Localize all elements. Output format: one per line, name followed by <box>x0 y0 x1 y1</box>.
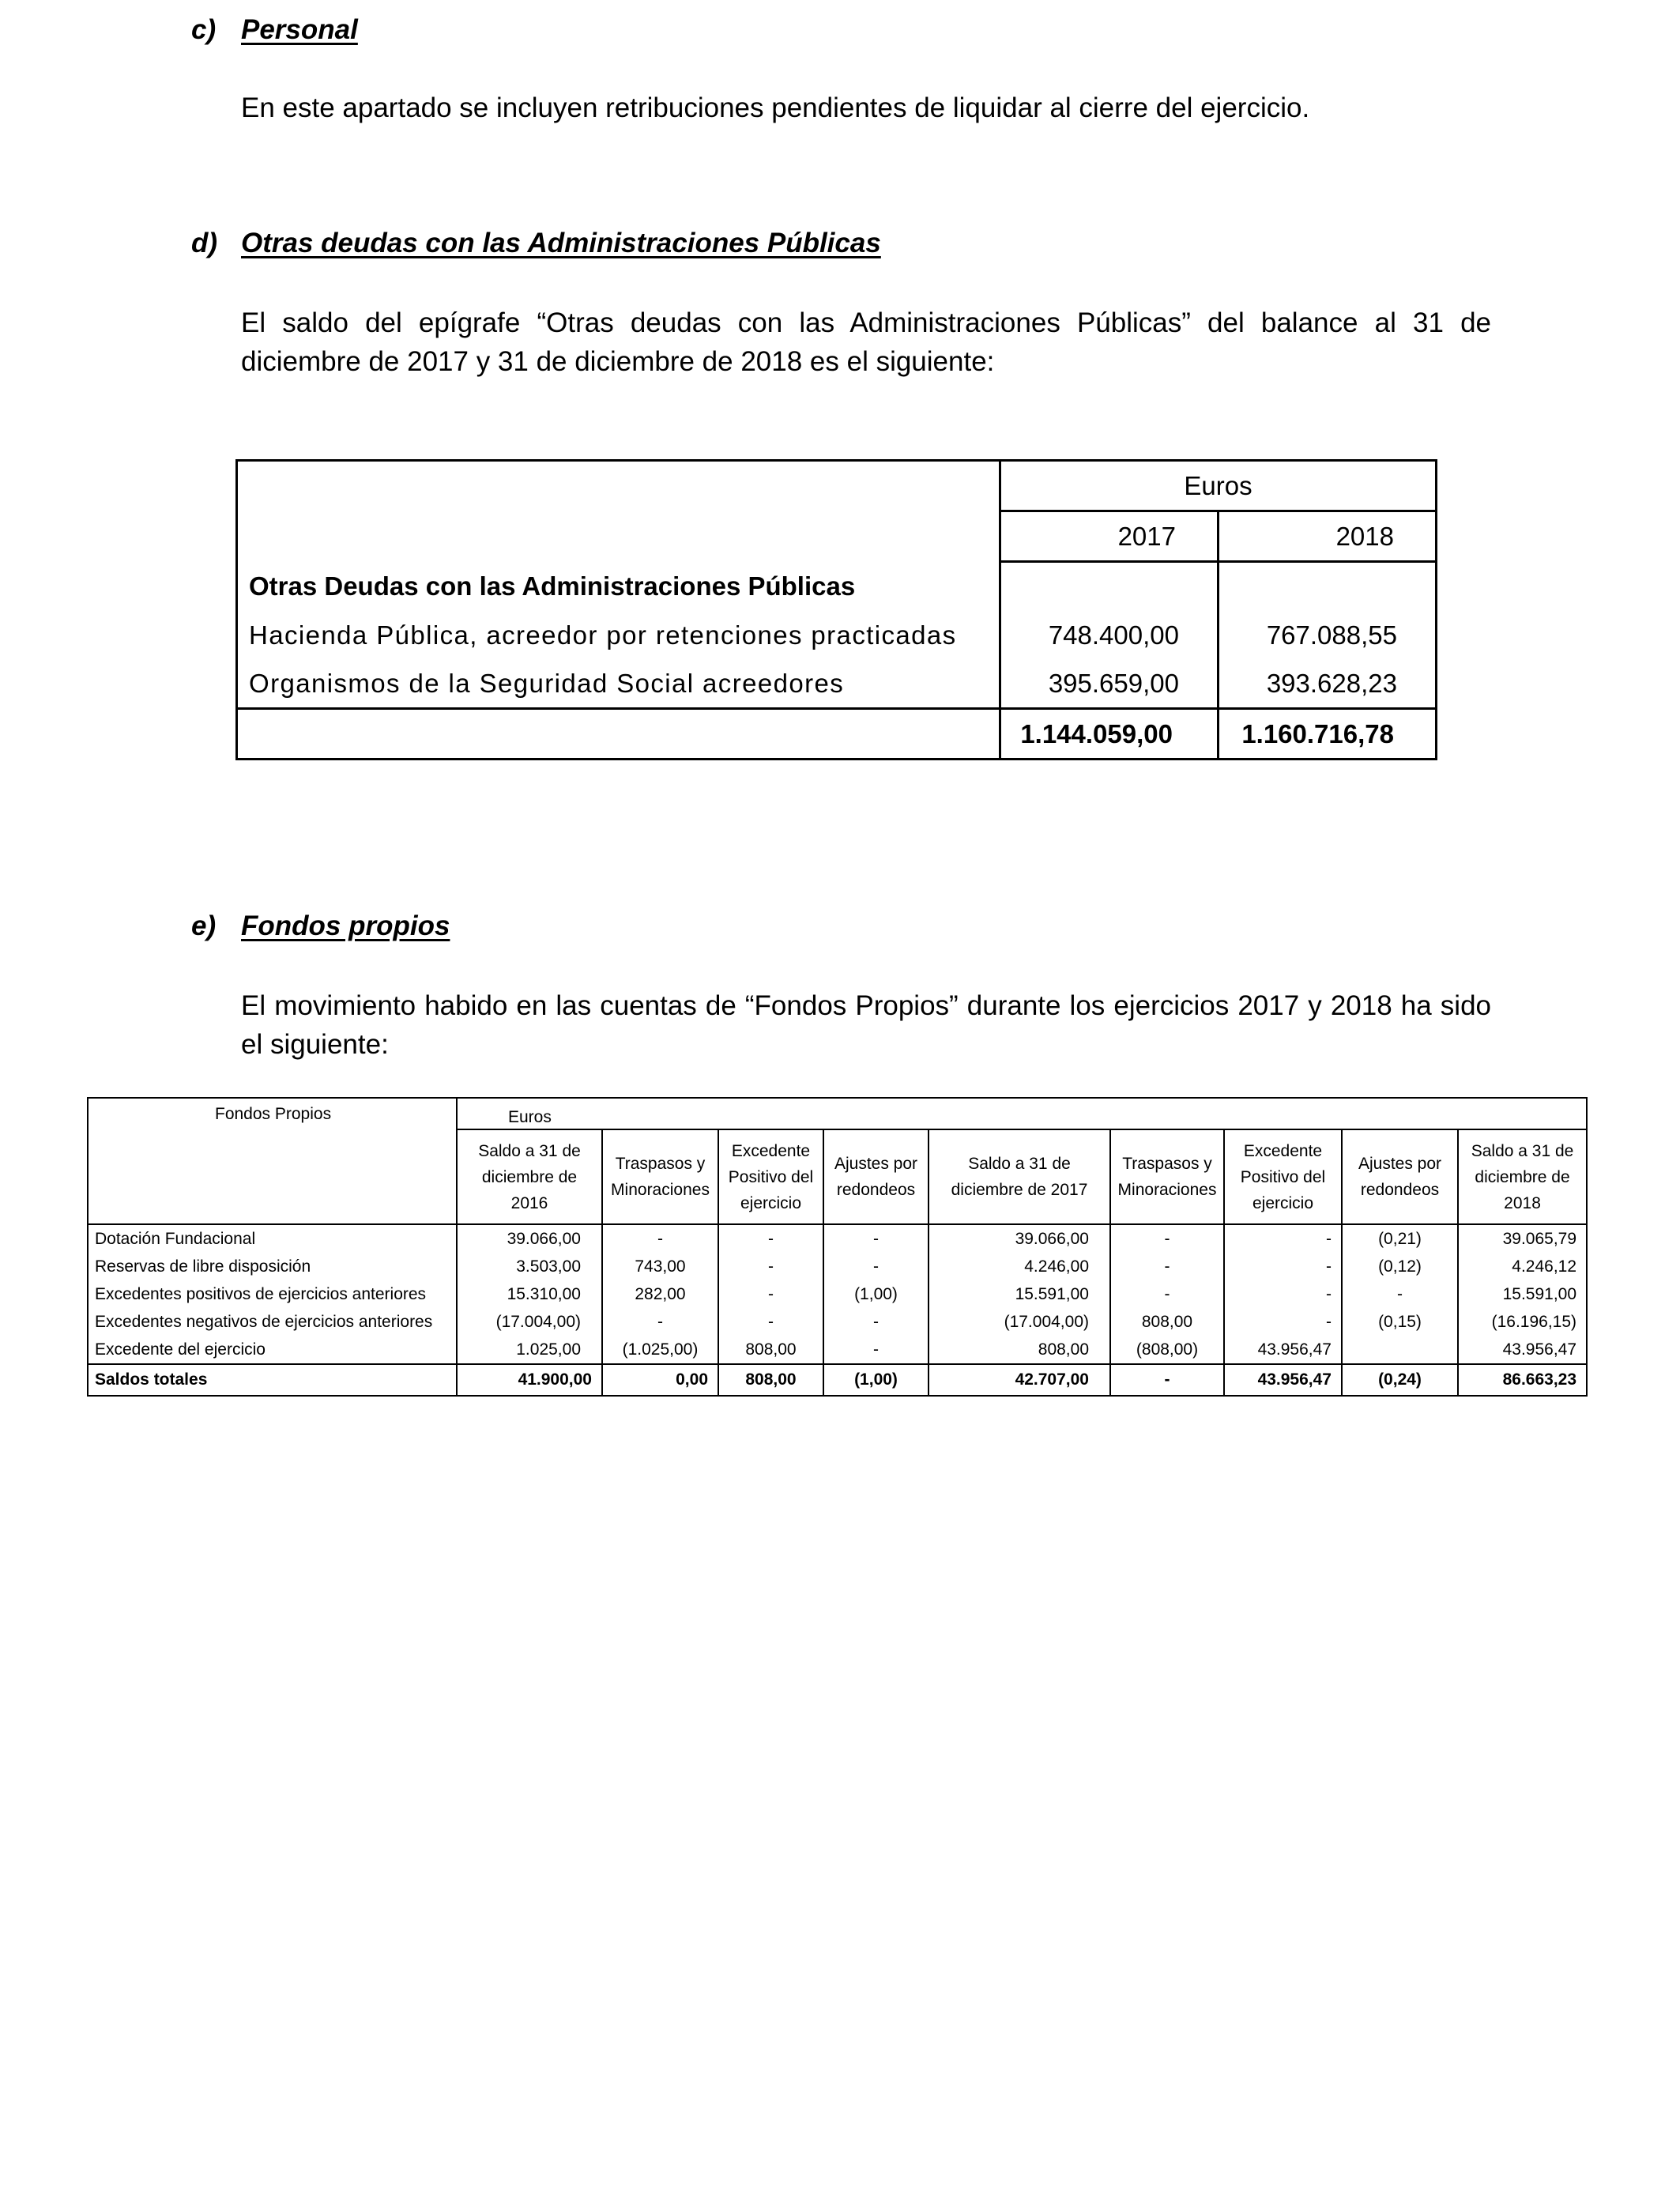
t1-total-row <box>237 709 1437 760</box>
t2-cell: 3.503,00 <box>457 1253 602 1280</box>
section-e-heading <box>191 910 450 942</box>
t2-col-header: Saldo a 31 de diciembre de 2017 <box>929 1129 1110 1224</box>
t2-cell: 4.246,12 <box>1458 1253 1587 1280</box>
t2-cell: (0,12) <box>1342 1253 1458 1280</box>
t2-total-cell: 43.956,47 <box>1224 1364 1342 1396</box>
t2-row <box>88 1308 1587 1336</box>
t2-cell: - <box>823 1308 929 1336</box>
t2-cell: 282,00 <box>602 1280 718 1308</box>
t2-total-cell: (1,00) <box>823 1364 929 1396</box>
t2-total-cell: 86.663,23 <box>1458 1364 1587 1396</box>
t2-col-header: Ajustes por redondeos <box>1342 1129 1458 1224</box>
t2-cell: (17.004,00) <box>929 1308 1110 1336</box>
t2-cell: (0,21) <box>1342 1224 1458 1253</box>
t2-cell: - <box>718 1308 823 1336</box>
t2-col-header: Traspasos y Minoraciones <box>602 1129 718 1224</box>
t2-corner-label: Fondos Propios <box>88 1098 457 1224</box>
t2-col-header: Excedente Positivo del ejercicio <box>1224 1129 1342 1224</box>
section-d-paragraph: El saldo del epígrafe “Otras deudas con las Administraciones Públicas” del balance al 31 de diciembre de 2017 y 31 de diciembre de 2018 es el siguiente: <box>241 307 1491 377</box>
t2-cell: - <box>718 1224 823 1253</box>
t2-total-row <box>88 1364 1587 1396</box>
section-d-heading <box>191 228 881 259</box>
t2-cell: - <box>1224 1280 1342 1308</box>
t2-total-cell: 41.900,00 <box>457 1364 602 1396</box>
t2-row-label: Excedentes negativos de ejercicios anteriores <box>95 1312 433 1331</box>
t2-cell: (808,00) <box>1110 1336 1224 1364</box>
t1-year-2017: 2017 <box>1000 511 1219 562</box>
t2-total-cell: 808,00 <box>718 1364 823 1396</box>
t2-cell: - <box>1110 1224 1224 1253</box>
t2-cell <box>1342 1336 1458 1364</box>
t2-cell: - <box>1224 1224 1342 1253</box>
t1-row <box>237 659 1437 709</box>
t1-year-2018: 2018 <box>1219 511 1437 562</box>
t2-cell: 39.066,00 <box>929 1224 1110 1253</box>
t2-cell: (1.025,00) <box>602 1336 718 1364</box>
section-c-title: Personal <box>241 14 358 45</box>
t1-value-2017: 748.400,00 <box>1000 611 1219 659</box>
t1-value-2017: 395.659,00 <box>1000 659 1219 709</box>
t2-cell: - <box>823 1224 929 1253</box>
t2-cell: (17.004,00) <box>457 1308 602 1336</box>
t2-total-cell: 42.707,00 <box>929 1364 1110 1396</box>
t2-cell: 743,00 <box>602 1253 718 1280</box>
section-e-paragraph: El movimiento habido en las cuentas de “Fondos Propios” durante los ejercicios 2017 y 2018 ha sido el siguiente: <box>241 990 1491 1060</box>
t2-col-header: Excedente Positivo del ejercicio <box>718 1129 823 1224</box>
t2-total-label: Saldos totales <box>88 1364 457 1396</box>
t2-currency-header: Euros <box>457 1098 1587 1129</box>
t2-cell: 808,00 <box>1110 1308 1224 1336</box>
t1-value-2018: 393.628,23 <box>1219 659 1437 709</box>
section-c-paragraph: En este apartado se incluyen retribuciones pendientes de liquidar al cierre del ejercicio. <box>241 92 1310 123</box>
t2-row-label: Dotación Fundacional <box>95 1229 256 1248</box>
t2-row <box>88 1224 1587 1253</box>
t1-total-2017: 1.144.059,00 <box>1000 709 1219 760</box>
t2-cell: 43.956,47 <box>1458 1336 1587 1364</box>
t2-row-label: Excedentes positivos de ejercicios anteriores <box>95 1284 427 1303</box>
t2-cell: 808,00 <box>718 1336 823 1364</box>
t2-cell: - <box>823 1253 929 1280</box>
t2-cell: (1,00) <box>823 1280 929 1308</box>
t2-cell: 4.246,00 <box>929 1253 1110 1280</box>
fondos-propios-table <box>87 1097 1588 1397</box>
t2-cell: 1.025,00 <box>457 1336 602 1364</box>
t1-currency-header: Euros <box>1000 461 1437 511</box>
section-d-title: Otras deudas con las Administraciones Públicas <box>241 228 881 258</box>
section-c-heading <box>191 14 358 46</box>
administraciones-publicas-table <box>235 459 1437 760</box>
t2-cell: 15.591,00 <box>1458 1280 1587 1308</box>
t2-col-header: Ajustes por redondeos <box>823 1129 929 1224</box>
t2-cell: - <box>602 1308 718 1336</box>
t2-cell: - <box>823 1336 929 1364</box>
t2-cell: 808,00 <box>929 1336 1110 1364</box>
t2-cell: 39.065,79 <box>1458 1224 1587 1253</box>
t2-cell: - <box>1342 1280 1458 1308</box>
t1-group-title: Otras Deudas con las Administraciones Públicas <box>249 571 856 601</box>
t2-cell: - <box>1224 1253 1342 1280</box>
t1-row-label: Hacienda Pública, acreedor por retenciones practicadas <box>249 620 957 650</box>
t1-total-2018: 1.160.716,78 <box>1219 709 1437 760</box>
t2-row <box>88 1280 1587 1308</box>
section-c-letter: c) <box>191 14 217 45</box>
t2-total-cell: - <box>1110 1364 1224 1396</box>
t2-cell: (16.196,15) <box>1458 1308 1587 1336</box>
t2-cell: - <box>1110 1280 1224 1308</box>
t2-col-header: Traspasos y Minoraciones <box>1110 1129 1224 1224</box>
t2-cell: 39.066,00 <box>457 1224 602 1253</box>
t2-cell: - <box>1110 1253 1224 1280</box>
t2-row <box>88 1336 1587 1364</box>
t2-total-cell: (0,24) <box>1342 1364 1458 1396</box>
t2-cell: - <box>718 1280 823 1308</box>
section-e-title: Fondos propios <box>241 910 450 941</box>
t1-total-label-empty <box>237 709 1000 760</box>
t2-col-header: Saldo a 31 de diciembre de 2016 <box>457 1129 602 1224</box>
t2-cell: - <box>1224 1308 1342 1336</box>
t1-empty-cell <box>1219 562 1437 612</box>
t2-row-label: Excedente del ejercicio <box>95 1340 266 1359</box>
t1-empty-cell <box>1000 562 1219 612</box>
t2-cell: - <box>718 1253 823 1280</box>
t1-row-label: Organismos de la Seguridad Social acreedores <box>249 668 845 698</box>
t2-col-header: Saldo a 31 de diciembre de 2018 <box>1458 1129 1587 1224</box>
section-d-letter: d) <box>191 228 218 258</box>
t2-row <box>88 1253 1587 1280</box>
t2-cell: 43.956,47 <box>1224 1336 1342 1364</box>
t2-cell: (0,15) <box>1342 1308 1458 1336</box>
t1-value-2018: 767.088,55 <box>1219 611 1437 659</box>
t2-total-cell: 0,00 <box>602 1364 718 1396</box>
t2-cell: 15.310,00 <box>457 1280 602 1308</box>
t1-empty-corner <box>237 461 1000 562</box>
t2-cell: 15.591,00 <box>929 1280 1110 1308</box>
section-e-letter: e) <box>191 910 217 941</box>
t1-row <box>237 611 1437 659</box>
t2-row-label: Reservas de libre disposición <box>95 1257 311 1276</box>
t2-cell: - <box>602 1224 718 1253</box>
